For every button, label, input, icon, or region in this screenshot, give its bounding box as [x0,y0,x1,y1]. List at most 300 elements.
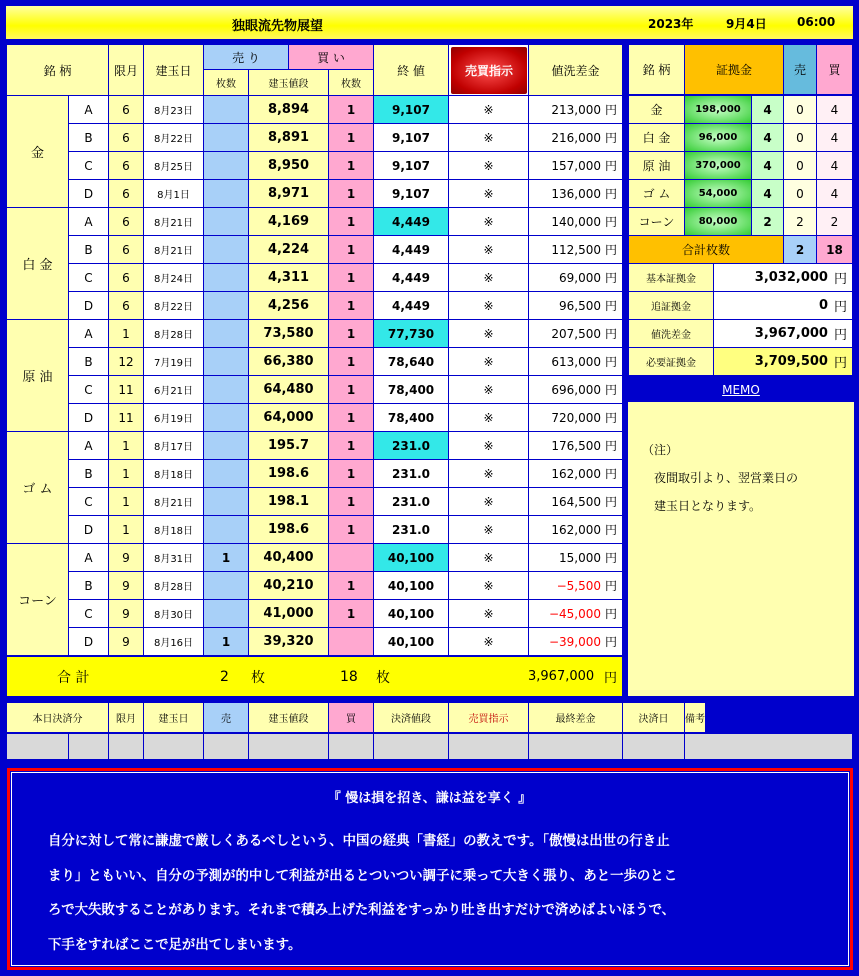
row-diff [529,460,623,488]
margin-total-buy: 18 [817,236,853,264]
row-buy: 1 [329,208,374,236]
row-buy: 1 [329,124,374,152]
header-diff: 値洗差金 [529,45,623,96]
row-month: 12 [109,348,144,376]
group-name: コーン [7,544,69,656]
margin-row-buy: 4 [817,152,853,180]
row-buy: 1 [329,404,374,432]
margin-row-buy: 4 [817,96,853,124]
settle-header: 最終差金 [529,703,623,733]
row-buy: 1 [329,236,374,264]
yen-unit: 円 [604,523,617,537]
row-sell: 1 [204,628,249,656]
margin-summary-value-cell [714,320,853,348]
row-diff-value: 696,000 [551,382,601,397]
row-buy: 1 [329,488,374,516]
row-buy: 1 [329,600,374,628]
yen-unit: 円 [604,383,617,397]
row-date: 8月1日 [144,180,204,208]
row-month: 9 [109,544,144,572]
row-buy: 1 [329,180,374,208]
row-close: 231.0 [374,516,449,544]
row-label: A [69,320,109,348]
row-diff [529,320,623,348]
row-diff-value: 136,000 [551,186,601,201]
settle-empty-cell [623,734,685,760]
settle-empty-cell [7,734,69,760]
row-buy: 1 [329,320,374,348]
yen-unit: 円 [604,495,617,509]
row-price: 8,971 [249,180,329,208]
yen-unit: 円 [833,272,847,287]
row-signal: ※ [449,544,529,572]
yen-unit: 円 [604,215,617,229]
yen-unit: 円 [604,607,617,621]
row-diff-value: 176,500 [551,438,601,453]
row-date: 8月17日 [144,432,204,460]
margin-row-value: 370,000 [685,152,752,180]
yen-unit: 円 [604,271,617,285]
margin-summary-value-cell [714,264,853,292]
yen-unit: 円 [604,327,617,341]
yen-unit: 円 [604,159,617,173]
row-sell [204,348,249,376]
row-buy [329,628,374,656]
row-close: 231.0 [374,460,449,488]
row-buy [329,544,374,572]
row-diff-value: 720,000 [551,410,601,425]
yen-unit: 円 [604,551,617,565]
row-label: D [69,628,109,656]
row-diff [529,348,623,376]
margin-row-value: 96,000 [685,124,752,152]
group-name: ゴ ム [7,432,69,544]
row-diff-value: −39,000 [548,634,601,649]
row-buy: 1 [329,152,374,180]
row-date: 8月21日 [144,236,204,264]
row-month: 6 [109,292,144,320]
memo-line: 夜間取引より、翌営業日の [642,471,799,485]
row-diff [529,488,623,516]
margin-row-sell: 0 [784,124,817,152]
row-date: 8月31日 [144,544,204,572]
row-close: 40,100 [374,544,449,572]
quote-line: まり」ともいい、自分の予測が的中して利益が出るとついつい調子に乗って大きく張り、あと一歩のとこ [48,868,678,884]
row-price: 40,210 [249,572,329,600]
margin-row-sell: 2 [784,208,817,236]
settle-empty-cell [109,734,144,760]
margin-row-buy: 4 [817,124,853,152]
row-buy: 1 [329,572,374,600]
row-date: 8月24日 [144,264,204,292]
header-buy: 買 い [289,45,374,70]
row-month: 1 [109,320,144,348]
yen-unit: 円 [604,243,617,257]
margin-row-sell: 0 [784,180,817,208]
row-signal: ※ [449,572,529,600]
row-signal: ※ [449,628,529,656]
row-month: 11 [109,404,144,432]
settle-header: 建玉日 [144,703,204,733]
row-signal: ※ [449,404,529,432]
settle-header: 建玉値段 [249,703,329,733]
quote-line: ろで大失敗することがあります。それまで積み上げた利益をすっかり吐き出すだけで済めばよいほうで、 [48,903,676,918]
margin-summary-value: 3,032,000 [754,270,828,285]
row-date: 8月28日 [144,572,204,600]
row-close: 4,449 [374,236,449,264]
row-signal: ※ [449,488,529,516]
total-unit-sell: 枚 [251,669,265,686]
row-diff-value: 613,000 [551,354,601,369]
margin-row-units: 4 [752,152,784,180]
row-buy: 1 [329,348,374,376]
settle-header: 本日決済分 [7,703,109,733]
row-price: 64,480 [249,376,329,404]
row-label: D [69,516,109,544]
row-date: 6月19日 [144,404,204,432]
margin-summary-value-cell [714,292,853,320]
row-price: 4,169 [249,208,329,236]
row-diff-value: 164,500 [551,494,601,509]
row-close: 231.0 [374,432,449,460]
row-diff [529,404,623,432]
row-label: D [69,292,109,320]
row-close: 9,107 [374,180,449,208]
row-price: 8,894 [249,96,329,124]
row-close: 40,100 [374,628,449,656]
row-date: 8月25日 [144,152,204,180]
header-sell-count: 枚数 [204,70,249,96]
settle-empty-cell [685,734,853,760]
row-sell [204,376,249,404]
row-label: C [69,264,109,292]
row-month: 1 [109,460,144,488]
row-date: 8月30日 [144,600,204,628]
row-buy: 1 [329,96,374,124]
row-month: 6 [109,152,144,180]
row-close: 78,400 [374,404,449,432]
row-price: 195.7 [249,432,329,460]
row-date: 8月16日 [144,628,204,656]
settle-header: 買 [329,703,374,733]
row-price: 66,380 [249,348,329,376]
quote-title: 『 慢は損を招き、謙は益を享く 』 [327,791,532,806]
row-sell [204,432,249,460]
row-diff [529,600,623,628]
row-price: 8,950 [249,152,329,180]
title-year: 2023年 [648,17,694,31]
settle-empty-cell [329,734,374,760]
row-diff [529,572,623,600]
row-diff [529,516,623,544]
row-buy: 1 [329,432,374,460]
row-date: 8月22日 [144,292,204,320]
row-signal: ※ [449,292,529,320]
row-label: C [69,600,109,628]
margin-row-units: 2 [752,208,784,236]
row-sell [204,264,249,292]
total-diff: 3,967,000 [528,669,595,684]
row-label: D [69,180,109,208]
settle-header: 決済値段 [374,703,449,733]
yen-unit: 円 [604,299,617,313]
settle-header: 売買指示 [449,703,529,733]
row-signal: ※ [449,152,529,180]
row-label: B [69,348,109,376]
row-date: 8月28日 [144,320,204,348]
row-signal: ※ [449,348,529,376]
title-date: 9月4日 [726,17,767,31]
settle-empty-cell [144,734,204,760]
margin-row-sell: 0 [784,96,817,124]
row-signal: ※ [449,600,529,628]
row-price: 40,400 [249,544,329,572]
row-month: 6 [109,208,144,236]
row-buy: 1 [329,516,374,544]
row-diff [529,180,623,208]
margin-header-brand: 銘 柄 [629,45,685,95]
row-month: 1 [109,432,144,460]
row-diff-value: −5,500 [556,578,601,593]
row-label: A [69,544,109,572]
header-price: 建玉値段 [249,70,329,96]
row-label: B [69,572,109,600]
margin-row-name: ゴ ム [629,180,685,208]
margin-row-value: 80,000 [685,208,752,236]
row-date: 8月21日 [144,488,204,516]
row-sell [204,516,249,544]
row-sell [204,124,249,152]
yen-unit: 円 [604,103,617,117]
row-price: 198.1 [249,488,329,516]
yen-unit: 円 [604,439,617,453]
row-label: C [69,488,109,516]
row-signal: ※ [449,236,529,264]
row-month: 9 [109,628,144,656]
margin-summary-value: 3,709,500 [754,354,828,369]
row-diff [529,628,623,656]
row-date: 8月23日 [144,96,204,124]
margin-summary-label: 値洗差金 [629,320,714,348]
row-month: 1 [109,488,144,516]
row-label: A [69,96,109,124]
header-close: 終 値 [374,45,449,96]
row-close: 9,107 [374,152,449,180]
yen-unit: 円 [833,356,847,371]
quote-line: 自分に対して常に謙虚で厳しくあるべしという、中国の経典「書経」の教えです。「傲慢は出世の行き止 [48,834,670,849]
row-diff-value: 162,000 [551,522,601,537]
margin-row-name: 白 金 [629,124,685,152]
group-name: 原 油 [7,320,69,432]
row-label: B [69,124,109,152]
row-sell: 1 [204,544,249,572]
row-diff [529,96,623,124]
row-diff [529,432,623,460]
row-price: 39,320 [249,628,329,656]
yen-unit: 円 [604,187,617,201]
yen-unit: 円 [604,579,617,593]
row-signal: ※ [449,208,529,236]
header-signal: 売買指示 [451,47,527,94]
total-label: 合 計 [57,669,90,686]
page-title: 独眼流先物展望 [232,19,324,34]
group-name: 白 金 [7,208,69,320]
row-close: 40,100 [374,572,449,600]
header-sell: 売 り [204,45,289,70]
margin-row-units: 4 [752,124,784,152]
row-price: 41,000 [249,600,329,628]
row-diff [529,376,623,404]
row-buy: 1 [329,460,374,488]
margin-summary-label: 必要証拠金 [629,348,714,376]
margin-header-margin: 証拠金 [685,45,784,95]
row-sell [204,460,249,488]
row-diff [529,544,623,572]
quote-line: 下手をすればここで足が出てしまいます。 [48,937,302,953]
margin-summary-value: 0 [818,298,828,313]
row-sell [204,488,249,516]
header-buy-count: 枚数 [329,70,374,96]
row-month: 6 [109,180,144,208]
row-label: B [69,236,109,264]
yen-unit: 円 [604,355,617,369]
yen-unit: 円 [604,131,617,145]
row-diff [529,292,623,320]
row-label: A [69,432,109,460]
row-month: 6 [109,236,144,264]
row-sell [204,404,249,432]
total-yen: 円 [604,671,618,686]
total-row [7,657,623,697]
row-close: 40,100 [374,600,449,628]
row-close: 77,730 [374,320,449,348]
settle-empty-cell [374,734,449,760]
row-diff-value: 112,500 [551,242,601,257]
margin-row-buy: 4 [817,180,853,208]
row-sell [204,236,249,264]
settle-header: 備考 [685,703,706,733]
row-close: 78,640 [374,348,449,376]
header-brand: 銘 柄 [7,45,109,96]
row-diff [529,208,623,236]
row-buy: 1 [329,292,374,320]
row-month: 11 [109,376,144,404]
row-date: 8月21日 [144,208,204,236]
margin-row-value: 198,000 [685,96,752,124]
row-close: 231.0 [374,488,449,516]
margin-row-name: コーン [629,208,685,236]
row-buy: 1 [329,264,374,292]
row-date: 6月21日 [144,376,204,404]
row-signal: ※ [449,460,529,488]
row-signal: ※ [449,320,529,348]
row-price: 4,224 [249,236,329,264]
settle-empty-cell [249,734,329,760]
memo-text [642,436,847,520]
row-diff [529,264,623,292]
row-diff-value: 69,000 [558,270,601,285]
quote-body [48,825,828,963]
row-sell [204,96,249,124]
row-sell [204,320,249,348]
row-sell [204,180,249,208]
margin-row-units: 4 [752,96,784,124]
row-diff-value: 96,500 [558,298,601,313]
row-date: 8月22日 [144,124,204,152]
yen-unit: 円 [604,635,617,649]
margin-row-value: 54,000 [685,180,752,208]
memo-header [628,380,854,400]
memo-link[interactable]: MEMO [722,383,760,397]
header-month: 限月 [109,45,144,96]
total-buy-count: 18 [340,668,358,685]
row-diff-value: −45,000 [548,606,601,621]
row-diff [529,124,623,152]
row-sell [204,292,249,320]
margin-row-name: 金 [629,96,685,124]
row-month: 9 [109,572,144,600]
settle-header: 限月 [109,703,144,733]
row-buy: 1 [329,376,374,404]
row-price: 4,311 [249,264,329,292]
margin-row-name: 原 油 [629,152,685,180]
row-close: 9,107 [374,96,449,124]
margin-summary-label: 基本証拠金 [629,264,714,292]
row-month: 6 [109,96,144,124]
row-month: 9 [109,600,144,628]
row-signal: ※ [449,376,529,404]
settle-empty-cell [449,734,529,760]
settle-empty-cell [69,734,109,760]
row-diff [529,236,623,264]
settle-empty-cell [529,734,623,760]
row-label: B [69,460,109,488]
margin-row-buy: 2 [817,208,853,236]
row-label: A [69,208,109,236]
row-diff-value: 15,000 [558,550,601,565]
memo-line: 建玉日となります。 [642,499,762,513]
total-unit-buy: 枚 [376,669,390,686]
row-close: 4,449 [374,264,449,292]
row-sell [204,152,249,180]
row-close: 9,107 [374,124,449,152]
title-time: 06:00 [797,15,836,29]
row-diff-value: 162,000 [551,466,601,481]
row-signal: ※ [449,124,529,152]
margin-total-sell: 2 [784,236,817,264]
row-price: 64,000 [249,404,329,432]
memo-line: （注） [642,443,679,457]
row-month: 1 [109,516,144,544]
row-price: 8,891 [249,124,329,152]
row-diff-value: 157,000 [551,158,601,173]
row-close: 4,449 [374,208,449,236]
margin-header-buy: 買 [817,45,853,95]
margin-row-sell: 0 [784,152,817,180]
margin-summary-value-cell [714,348,853,376]
row-label: C [69,376,109,404]
row-signal: ※ [449,180,529,208]
row-diff-value: 207,500 [551,326,601,341]
row-month: 6 [109,124,144,152]
margin-summary-value: 3,967,000 [754,326,828,341]
row-date: 7月19日 [144,348,204,376]
row-price: 73,580 [249,320,329,348]
margin-row-units: 4 [752,180,784,208]
row-price: 4,256 [249,292,329,320]
yen-unit: 円 [604,411,617,425]
header-date: 建玉日 [144,45,204,96]
